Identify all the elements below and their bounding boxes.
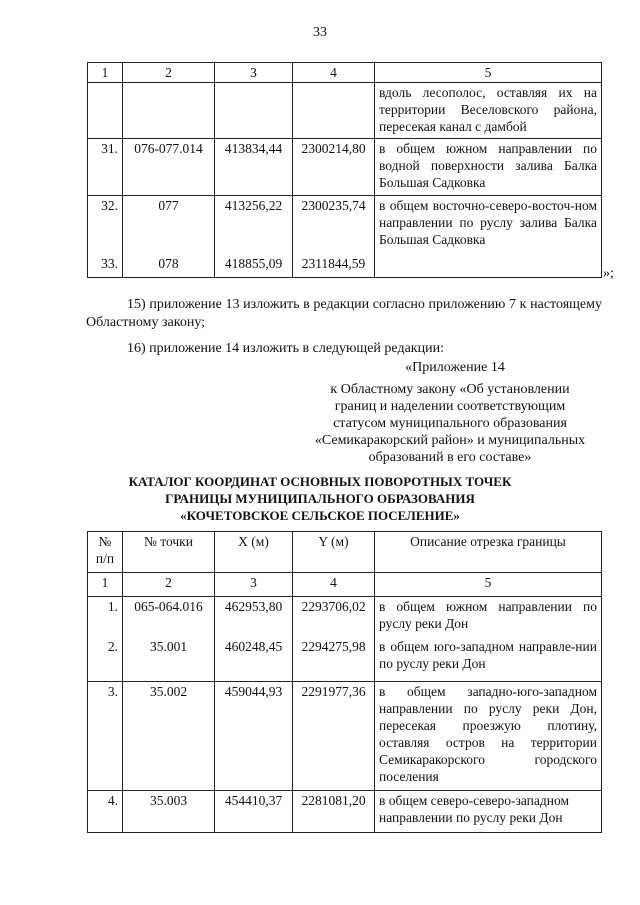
col-number: 5 [375, 573, 602, 597]
x-coordinate: 413834,44 [215, 139, 293, 196]
x-coordinate: 459044,93 [215, 682, 293, 791]
header-row [88, 532, 602, 573]
col-number: 4 [293, 573, 375, 597]
y-coordinate: 2300214,80 [293, 139, 375, 196]
y-coordinate: 2291977,36 [293, 682, 375, 791]
appendix-caption-line: «Семикаракорский район» и муниципальных [314, 433, 586, 448]
description-cell: в общем северо-северо-западном направлении по руслу реки Дон [375, 791, 602, 833]
point-id: 078 [123, 254, 215, 278]
col-number: 1 [88, 573, 123, 597]
closing-quote-mark: »; [603, 266, 614, 281]
description-cell: в общем западно-юго-западном направлении по руслу реки Дон, пересекая проезжую плотину, оставляя остров на территории Семикаракорского городского поселения [375, 682, 602, 791]
col-number: 1 [88, 63, 123, 83]
coordinates-table-continued [87, 62, 602, 278]
row-number: 32. [88, 196, 123, 254]
table-row [88, 637, 602, 682]
description-cell: вдоль лесополос, оставляя их на территории Веселовского района, пересекая канал с дамбой [375, 83, 602, 139]
table-row [88, 196, 602, 254]
description-cell [375, 254, 602, 278]
point-id: 065-064.016 [123, 597, 215, 637]
table-row [88, 791, 602, 833]
header-y: Y (м) [293, 532, 375, 573]
coordinates-table [87, 531, 602, 833]
point-id: 35.003 [123, 791, 215, 833]
row-number: 4. [88, 791, 123, 833]
col-number: 2 [123, 573, 215, 597]
row-number: 33. [88, 254, 123, 278]
row-number: 1. [88, 597, 123, 637]
col-number: 3 [215, 573, 293, 597]
point-id: 35.001 [123, 637, 215, 682]
appendix-caption-line: статусом муниципального образования [333, 416, 567, 431]
col-number: 5 [375, 63, 602, 83]
col-number: 4 [293, 63, 375, 83]
header-point-number: № точки [123, 532, 215, 573]
y-coordinate: 2300235,74 [293, 196, 375, 254]
point-id: 35.002 [123, 682, 215, 791]
appendix-caption [290, 381, 610, 466]
description-cell: в общем восточно-северо-восточ-ном направлении по руслу залива Балка Большая Садковка [375, 196, 602, 254]
table-row [88, 83, 602, 139]
point-id: 076-077.014 [123, 139, 215, 196]
col-number: 2 [123, 63, 215, 83]
x-coordinate: 418855,09 [215, 254, 293, 278]
table-row [88, 254, 602, 278]
description-cell: в общем юго-западном направле-нии по руслу реки Дон [375, 637, 602, 682]
description-cell: в общем южном направлении по руслу реки Дон [375, 597, 602, 637]
description-cell: в общем южном направлении по водной поверхности залива Балка Большая Садковка [375, 139, 602, 196]
table-row [88, 139, 602, 196]
x-coordinate: 454410,37 [215, 791, 293, 833]
paragraph-15: 15) приложение 13 изложить в редакции согласно приложению 7 к настоящему Областному закону; [86, 297, 602, 330]
x-coordinate: 460248,45 [215, 637, 293, 682]
page-number: 33 [313, 25, 327, 40]
header-row-number: № п/п [88, 532, 123, 573]
catalog-title-line: КАТАЛОГ КООРДИНАТ ОСНОВНЫХ ПОВОРОТНЫХ ТОЧЕК [128, 474, 512, 489]
col-number: 3 [215, 63, 293, 83]
column-number-row [88, 63, 602, 83]
column-number-row [88, 573, 602, 597]
y-coordinate: 2281081,20 [293, 791, 375, 833]
appendix-caption-line: границ и наделении соответствующим [334, 399, 566, 414]
x-coordinate: 462953,80 [215, 597, 293, 637]
appendix-caption-line: к Областному закону «Об установлении [330, 382, 570, 397]
catalog-title [0, 473, 640, 524]
x-coordinate: 413256,22 [215, 196, 293, 254]
table-row [88, 597, 602, 637]
row-number: 2. [88, 637, 123, 682]
appendix-caption-line: образований в его составе» [368, 450, 532, 465]
header-x: X (м) [215, 532, 293, 573]
point-id: 077 [123, 196, 215, 254]
y-coordinate: 2294275,98 [293, 637, 375, 682]
paragraph-16: 16) приложение 14 изложить в следующей редакции: [127, 341, 444, 356]
catalog-title-line: ГРАНИЦЫ МУНИЦИПАЛЬНОГО ОБРАЗОВАНИЯ [165, 491, 475, 506]
table-row [88, 682, 602, 791]
row-number: 3. [88, 682, 123, 791]
catalog-title-line: «КОЧЕТОВСКОЕ СЕЛЬСКОЕ ПОСЕЛЕНИЕ» [180, 508, 460, 523]
y-coordinate: 2293706,02 [293, 597, 375, 637]
y-coordinate: 2311844,59 [293, 254, 375, 278]
header-description: Описание отрезка границы [375, 532, 602, 573]
row-number: 31. [88, 139, 123, 196]
appendix-title: «Приложение 14 [405, 360, 505, 375]
